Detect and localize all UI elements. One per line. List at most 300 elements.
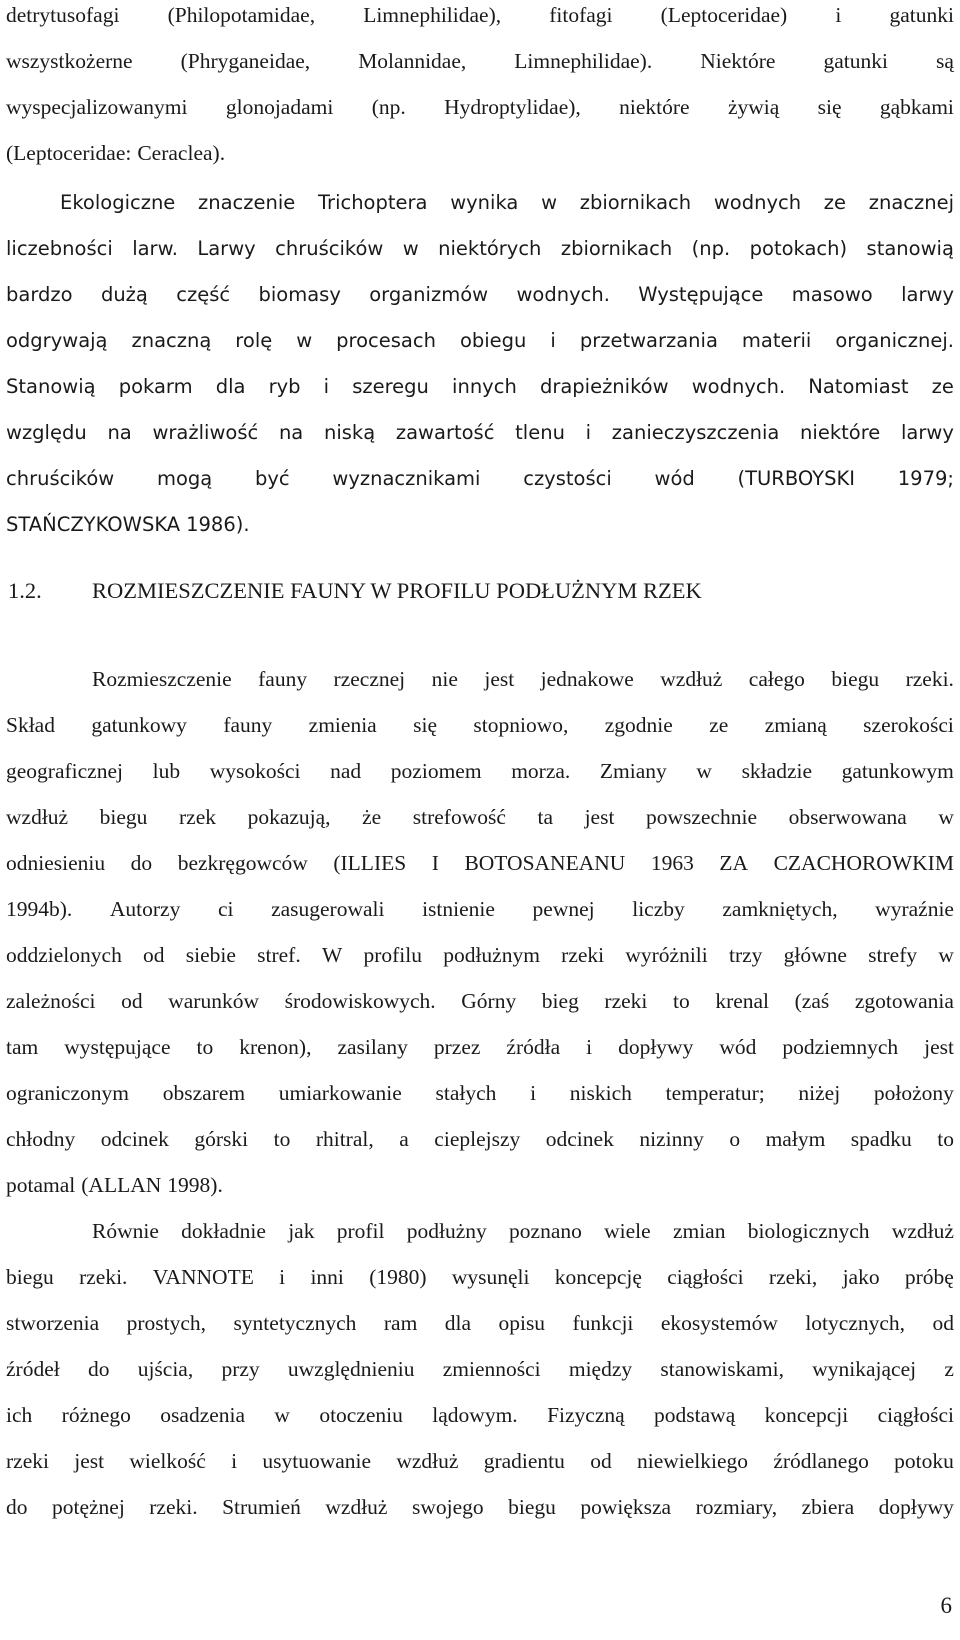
word: w xyxy=(296,329,313,352)
word: gatunki xyxy=(889,3,954,27)
word: rzeki xyxy=(561,943,605,967)
word: krenal xyxy=(715,989,770,1013)
word: od xyxy=(121,989,143,1013)
word: Limnephilidae). xyxy=(514,49,653,73)
word: jest xyxy=(484,667,515,691)
text-line xyxy=(6,420,954,446)
word: w xyxy=(274,1403,290,1427)
text-line xyxy=(6,1448,954,1474)
word: (zaś xyxy=(794,989,830,1013)
word: szerokości xyxy=(863,713,954,737)
word: ciągłości xyxy=(667,1265,744,1289)
text-line xyxy=(6,850,954,876)
word: zmienia xyxy=(308,713,377,737)
word: niewielkiego xyxy=(636,1449,749,1473)
word: wyraźnie xyxy=(875,897,954,921)
word: mogą xyxy=(156,467,213,490)
word: 1963 xyxy=(650,851,694,875)
word: ciągłości xyxy=(877,1403,954,1427)
word: zależności xyxy=(6,989,96,1013)
word: potokach) xyxy=(749,237,848,260)
word: fauny xyxy=(223,713,273,737)
word: detrytusofagi xyxy=(6,3,120,27)
word: 1994b). xyxy=(6,897,73,921)
word: I xyxy=(431,851,439,875)
word: występujące xyxy=(64,1035,171,1059)
word: CZACHOROWKIM xyxy=(773,851,954,875)
word: larwy xyxy=(901,421,954,444)
word: jest xyxy=(584,805,615,829)
word: dopływy xyxy=(878,1495,954,1519)
text-line xyxy=(92,666,954,692)
word: oddzielonych xyxy=(6,943,122,967)
text-line xyxy=(6,1356,954,1382)
word: rozmiary, xyxy=(695,1495,778,1519)
word: pokazują, xyxy=(247,805,331,829)
text-line xyxy=(6,2,954,28)
word: stanowiskami, xyxy=(660,1357,785,1381)
word: gradientu xyxy=(483,1449,565,1473)
text-line xyxy=(6,1080,954,1106)
word: strefy xyxy=(868,943,918,967)
word: ZA xyxy=(719,851,749,875)
word: larwy xyxy=(901,283,954,306)
text-line xyxy=(6,804,954,830)
word: otoczeniu xyxy=(319,1403,403,1427)
text-line xyxy=(6,1172,954,1198)
word: i xyxy=(585,421,592,444)
word: względu xyxy=(6,421,87,444)
word: Stanowią xyxy=(6,375,96,398)
text-line xyxy=(6,896,954,922)
word: do xyxy=(87,1357,110,1381)
word: jest xyxy=(924,1035,954,1059)
word: przetwarzania xyxy=(579,329,718,352)
word: rhitral, xyxy=(315,1127,374,1151)
word: tam xyxy=(6,1035,39,1059)
word: jako xyxy=(842,1265,880,1289)
word: zgotowania xyxy=(854,989,954,1013)
text-line xyxy=(6,942,954,968)
word: szeregu xyxy=(352,375,429,398)
word: profilu xyxy=(363,943,422,967)
text-line xyxy=(6,1034,954,1060)
word: umiarkowanie xyxy=(278,1081,402,1105)
word: podziemnych xyxy=(782,1035,899,1059)
word: wrażliwość xyxy=(152,421,259,444)
word: biegu xyxy=(6,1265,54,1289)
word: fitofagi xyxy=(549,3,613,27)
text-line xyxy=(6,94,954,120)
word: ze xyxy=(931,375,954,398)
word: wysunęli xyxy=(451,1265,530,1289)
word: ich xyxy=(6,1403,33,1427)
word: Ceraclea). xyxy=(137,141,226,165)
text-line xyxy=(92,1218,954,1244)
word: dla xyxy=(444,1311,472,1335)
word: rzek xyxy=(179,805,216,829)
word: stref. xyxy=(257,943,301,967)
word: niektóre xyxy=(619,95,690,119)
page-number: 6 xyxy=(940,1593,952,1618)
text-line xyxy=(6,1494,954,1520)
word: jednakowe xyxy=(540,667,634,691)
word: potężnej xyxy=(51,1495,125,1519)
word: lotycznych, xyxy=(805,1311,906,1335)
word: pokarm xyxy=(118,375,193,398)
word: ograniczonym xyxy=(6,1081,129,1105)
word: od xyxy=(143,943,165,967)
word: ta xyxy=(537,805,553,829)
word: poziomem xyxy=(390,759,482,783)
word: pewnej xyxy=(532,897,595,921)
word: rzecznej xyxy=(333,667,406,691)
word: odniesieniu xyxy=(6,851,106,875)
word: to xyxy=(273,1127,291,1151)
word: drapieżników xyxy=(539,375,669,398)
word: to xyxy=(672,989,690,1013)
word: źródlanego xyxy=(773,1449,869,1473)
word: znacznej xyxy=(868,191,954,214)
word: na xyxy=(278,421,304,444)
text-line xyxy=(6,1264,954,1290)
word: trzy xyxy=(728,943,763,967)
word: przy xyxy=(221,1357,260,1381)
word: chłodny xyxy=(6,1127,76,1151)
word: podłużnym xyxy=(443,943,540,967)
word: ryb xyxy=(268,375,301,398)
word: zamkniętych, xyxy=(722,897,838,921)
word: (Philopotamidae, xyxy=(167,3,316,27)
word: wiele xyxy=(604,1219,651,1243)
word: gatunki xyxy=(823,49,888,73)
word: bezkręgowców xyxy=(177,851,308,875)
word: i xyxy=(323,375,330,398)
word: stanowią xyxy=(866,237,954,260)
word: biomasy xyxy=(258,283,341,306)
word: od xyxy=(932,1311,954,1335)
word: STAŃCZYKOWSKA xyxy=(6,513,181,536)
word: (np. xyxy=(371,95,406,119)
word: wodnych. xyxy=(516,283,610,306)
word: spadku xyxy=(850,1127,912,1151)
word: Larwy xyxy=(197,237,256,260)
word: potoku xyxy=(894,1449,954,1473)
word: się xyxy=(817,95,842,119)
word: chruścików xyxy=(275,237,384,260)
word: zmienności xyxy=(442,1357,541,1381)
word: Niektóre xyxy=(700,49,776,73)
word: swojego xyxy=(411,1495,484,1519)
word: rzeki xyxy=(604,989,648,1013)
section-title: ROZMIESZCZENIE FAUNY W PROFILU PODŁUŻNYM RZEK xyxy=(92,578,702,603)
word: temperatur; xyxy=(665,1081,765,1105)
word: inni xyxy=(310,1265,344,1289)
word: to xyxy=(937,1127,954,1151)
word: w xyxy=(402,237,419,260)
word: gatunkowym xyxy=(841,759,954,783)
word: (Leptoceridae) xyxy=(660,3,788,27)
word: istnienie xyxy=(422,897,495,921)
word: dopływy xyxy=(618,1035,694,1059)
word: wysokości xyxy=(209,759,301,783)
word: usytuowanie xyxy=(262,1449,372,1473)
word: rzeki xyxy=(6,1449,49,1473)
word: fauny xyxy=(258,667,308,691)
word: być xyxy=(255,467,290,490)
word: Natomiast xyxy=(808,375,909,398)
word: koncepcji xyxy=(764,1403,849,1427)
word: bieg xyxy=(541,989,579,1013)
text-line xyxy=(6,236,954,262)
word: środowiskowych. xyxy=(284,989,436,1013)
word: organicznej. xyxy=(835,329,954,352)
word: zmian xyxy=(672,1219,726,1243)
word: Hydroptylidae), xyxy=(444,95,581,119)
word: ze xyxy=(823,191,847,214)
word: zmianą xyxy=(764,713,827,737)
word: wyróżnili xyxy=(625,943,708,967)
word: lub xyxy=(152,759,181,783)
word: bardzo xyxy=(6,283,73,306)
word: siebie xyxy=(185,943,236,967)
word: w xyxy=(696,759,712,783)
word: osadzenia xyxy=(160,1403,246,1427)
text-line xyxy=(6,466,954,492)
word: dla xyxy=(215,375,246,398)
word: uwzględnieniu xyxy=(287,1357,415,1381)
word: Górny xyxy=(461,989,517,1013)
word: ze xyxy=(709,713,729,737)
word: funkcji xyxy=(572,1311,634,1335)
word: źródeł xyxy=(6,1357,60,1381)
word: biegu xyxy=(831,667,880,691)
word: niektórych xyxy=(438,237,542,260)
word: podstawą xyxy=(654,1403,736,1427)
word: lądowym. xyxy=(432,1403,518,1427)
word: masowo xyxy=(791,283,873,306)
word: powszechnie xyxy=(645,805,758,829)
word: materii xyxy=(741,329,812,352)
word: jest xyxy=(74,1449,105,1473)
word: chruścików xyxy=(6,467,115,490)
word: położony xyxy=(873,1081,954,1105)
word: rolę xyxy=(235,329,273,352)
word: koncepcję xyxy=(554,1265,642,1289)
word: ekosystemów xyxy=(660,1311,778,1335)
word: górski xyxy=(194,1127,249,1151)
word: VANNOTE xyxy=(152,1265,254,1289)
word: nizinny xyxy=(639,1127,704,1151)
text-line xyxy=(6,374,954,400)
word: niżej xyxy=(798,1081,841,1105)
word: nad xyxy=(330,759,362,783)
word: innych xyxy=(452,375,517,398)
word: wynikającej xyxy=(812,1357,917,1381)
word: prostych, xyxy=(126,1311,206,1335)
word: i xyxy=(231,1449,238,1473)
word: wzdłuż xyxy=(6,805,69,829)
word: (TURBOYSKI xyxy=(737,467,856,490)
word: gąbkami xyxy=(879,95,954,119)
word: i xyxy=(530,1081,537,1105)
text-line xyxy=(6,758,954,784)
word: rzeki. xyxy=(149,1495,198,1519)
word: syntetycznych xyxy=(233,1311,357,1335)
word: rzeki, xyxy=(768,1265,818,1289)
word: 1998). xyxy=(167,1173,223,1197)
word: liczebności xyxy=(6,237,113,260)
word: Równie xyxy=(92,1219,159,1243)
word: nie xyxy=(431,667,458,691)
word: niskich xyxy=(569,1081,632,1105)
word: wzdłuż xyxy=(325,1495,388,1519)
word: od xyxy=(590,1449,612,1473)
word: Molannidae, xyxy=(358,49,467,73)
word: zasugerowali xyxy=(271,897,385,921)
word: warunków xyxy=(168,989,259,1013)
word: Ekologiczne xyxy=(60,191,176,214)
word: wzdłuż xyxy=(396,1449,459,1473)
word: 1986). xyxy=(186,513,250,536)
word: glonojadami xyxy=(225,95,334,119)
word: i xyxy=(586,1035,593,1059)
word: Zmiany xyxy=(599,759,667,783)
word: całego xyxy=(748,667,805,691)
text-line xyxy=(6,140,954,166)
word: profil xyxy=(336,1219,385,1243)
word: wód xyxy=(719,1035,757,1059)
word: wyznacznikami xyxy=(332,467,481,490)
word: wyspecjalizowanymi xyxy=(6,95,188,119)
text-line xyxy=(6,1126,954,1152)
word: czystości xyxy=(523,467,612,490)
word: i xyxy=(279,1265,286,1289)
word: stworzenia xyxy=(6,1311,100,1335)
word: niektóre xyxy=(800,421,881,444)
word: tlenu xyxy=(515,421,565,444)
word: wynika xyxy=(450,191,519,214)
word: strefowość xyxy=(412,805,506,829)
word: (Leptoceridae: xyxy=(6,141,132,165)
word: próbę xyxy=(904,1265,954,1289)
word: biologicznych xyxy=(747,1219,870,1243)
word: geograficznej xyxy=(6,759,123,783)
word: z xyxy=(944,1357,954,1381)
word: są xyxy=(936,49,954,73)
word: odcinek xyxy=(545,1127,614,1151)
word: obserwowana xyxy=(788,805,907,829)
word: liczby xyxy=(632,897,685,921)
word: (ILLIES xyxy=(333,851,407,875)
word: potamal xyxy=(6,1173,76,1197)
word: (ALLAN xyxy=(81,1173,162,1197)
word: larw. xyxy=(132,237,178,260)
text-line xyxy=(6,328,954,354)
text-line xyxy=(6,712,954,738)
word: znaczenie xyxy=(198,191,296,214)
word: rzeki. xyxy=(905,667,954,691)
word: ram xyxy=(383,1311,418,1335)
word: Trichoptera xyxy=(318,191,428,214)
word: Rozmieszczenie xyxy=(92,667,232,691)
word: organizmów xyxy=(369,283,489,306)
word: obszarem xyxy=(162,1081,246,1105)
word: cieplejszy xyxy=(434,1127,521,1151)
word: znaczną xyxy=(131,329,212,352)
text-line xyxy=(6,988,954,1014)
word: niską xyxy=(323,421,376,444)
word: wszystkożerne xyxy=(6,49,133,73)
word: i xyxy=(835,3,842,27)
word: żywią xyxy=(727,95,780,119)
word: poznano xyxy=(509,1219,582,1243)
word: (np. xyxy=(691,237,731,260)
word: wielkość xyxy=(129,1449,206,1473)
word: rzeki. xyxy=(79,1265,128,1289)
word: Strumień xyxy=(222,1495,301,1519)
text-line xyxy=(6,1310,954,1336)
word: to xyxy=(196,1035,214,1059)
word: wzdłuż xyxy=(660,667,723,691)
text-line xyxy=(6,48,954,74)
word: zbiornikach xyxy=(560,237,673,260)
word: obiegu xyxy=(459,329,527,352)
word: biegu xyxy=(99,805,148,829)
word: a xyxy=(399,1127,409,1151)
word: na xyxy=(107,421,132,444)
word: Fizyczną xyxy=(547,1403,625,1427)
word: w xyxy=(938,943,954,967)
word: odcinek xyxy=(100,1127,169,1151)
word: (Phryganeidae, xyxy=(180,49,311,73)
word: składzie xyxy=(741,759,813,783)
word: stopniowo, xyxy=(473,713,569,737)
word: wodnych. xyxy=(691,375,786,398)
word: między xyxy=(568,1357,633,1381)
word: ujścia, xyxy=(137,1357,194,1381)
word: zbiornikach xyxy=(579,191,692,214)
word: w xyxy=(541,191,558,214)
word: krenon), xyxy=(239,1035,312,1059)
word: W xyxy=(321,943,343,967)
word: zasilany xyxy=(337,1035,408,1059)
word: różnego xyxy=(61,1403,131,1427)
word: w xyxy=(938,805,954,829)
word: o xyxy=(729,1127,741,1151)
word: dokładnie xyxy=(181,1219,266,1243)
word: że xyxy=(362,805,382,829)
word: małym xyxy=(765,1127,826,1151)
section-number: 1.2. xyxy=(8,578,42,603)
word: do xyxy=(130,851,153,875)
word: biegu xyxy=(508,1495,556,1519)
word: wzdłuż xyxy=(891,1219,954,1243)
word: BOTOSANEANU xyxy=(464,851,626,875)
word: Występujące xyxy=(638,283,764,306)
word: stałych xyxy=(435,1081,497,1105)
word: źródła xyxy=(506,1035,561,1059)
word: (1980) xyxy=(369,1265,427,1289)
word: przez xyxy=(433,1035,481,1059)
word: morza. xyxy=(511,759,571,783)
word: zbiera xyxy=(801,1495,855,1519)
word: do xyxy=(6,1495,28,1519)
word: Skład xyxy=(6,713,55,737)
word: procesach xyxy=(336,329,436,352)
word: zanieczyszczenia xyxy=(611,421,780,444)
word: się xyxy=(413,713,437,737)
